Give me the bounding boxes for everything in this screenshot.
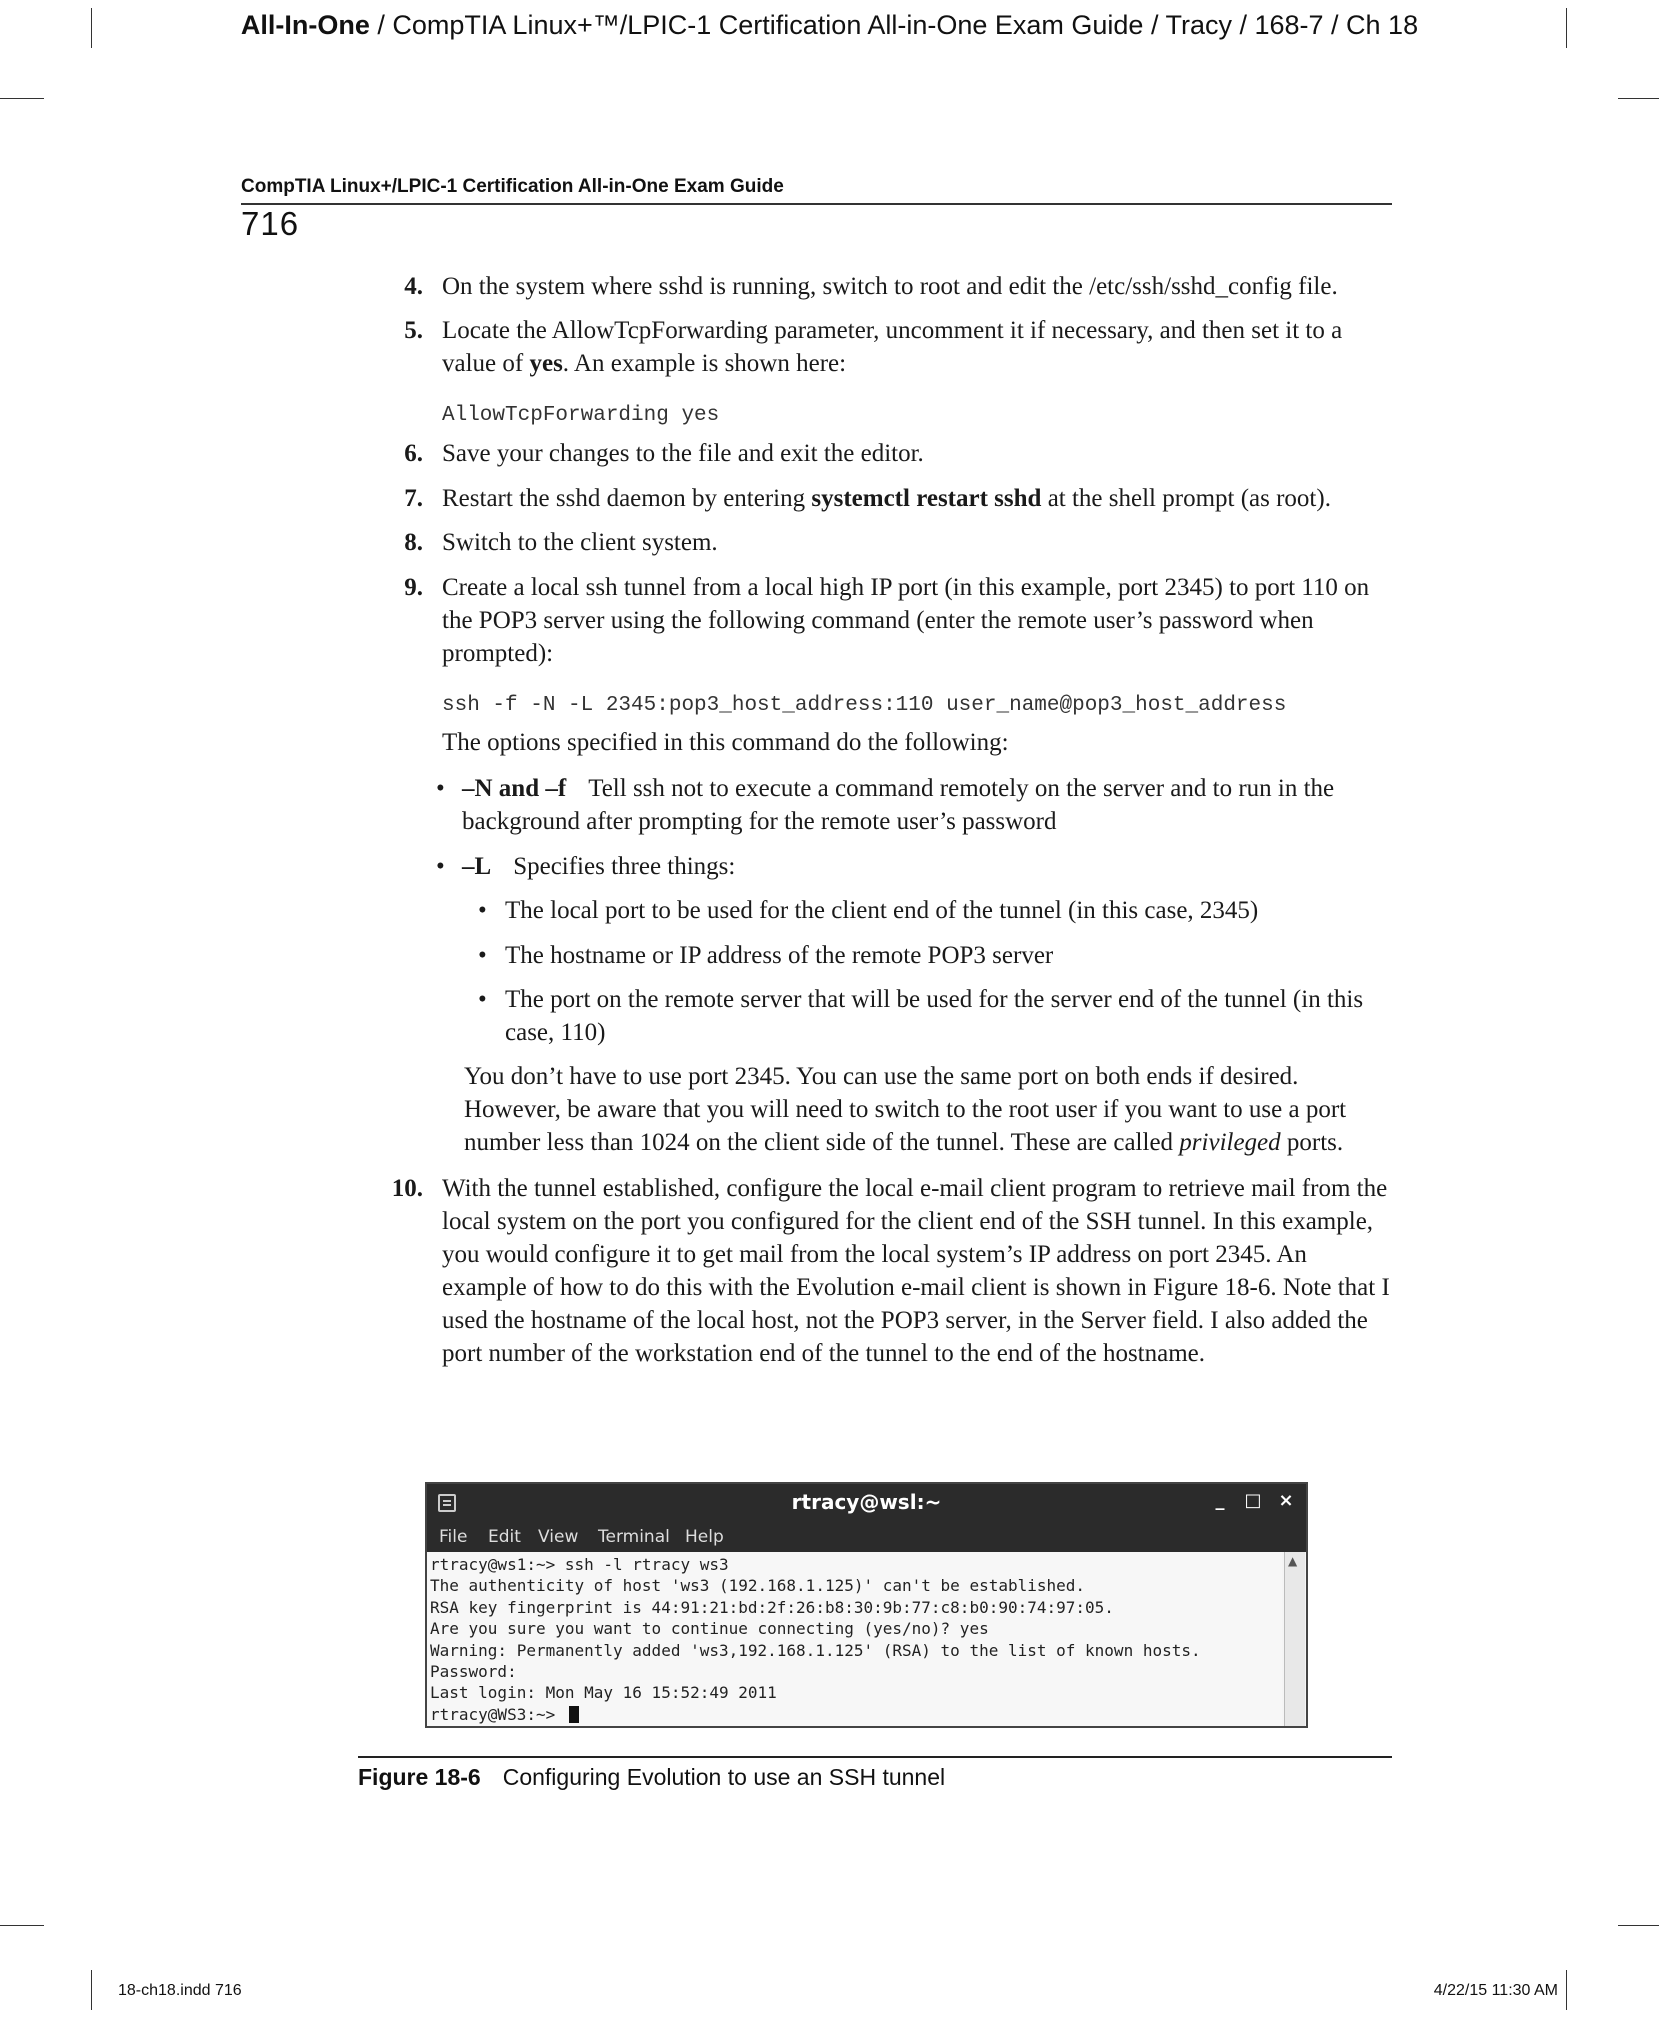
emphasis: yes bbox=[529, 350, 563, 377]
terminal-line: RSA key fingerprint is 44:91:21:bd:2f:26:b8:30:9b:77:c8:b0:90:74:97:05. bbox=[430, 1597, 1114, 1617]
terminal-title: rtracy@wsl:~ bbox=[791, 1490, 942, 1514]
step-text: Restart the sshd daemon by entering systemctl restart sshd at the shell prompt (as root). bbox=[442, 485, 1331, 512]
terminal-line: Warning: Permanently added 'ws3,192.168.1.125' (RSA) to the list of known hosts. bbox=[430, 1640, 1201, 1660]
command-emphasis: systemctl restart sshd bbox=[811, 485, 1042, 512]
step-number: 8. bbox=[404, 529, 423, 556]
step-number: 4. bbox=[404, 273, 423, 300]
crop-mark bbox=[1618, 1925, 1659, 1926]
figure-caption-text: Configuring Evolution to use an SSH tunnel bbox=[502, 1764, 946, 1790]
crop-mark bbox=[0, 98, 44, 99]
step-text: Create a local ssh tunnel from a local high IP port (in this example, port 2345) to port 110 on the POP3 server using the following command (enter the remote user’s password when prompted): bbox=[442, 574, 1370, 667]
close-icon[interactable]: × bbox=[1278, 1490, 1294, 1511]
figure-label: Figure 18-6 bbox=[358, 1764, 481, 1790]
menu-view[interactable]: View bbox=[538, 1527, 579, 1547]
cursor bbox=[569, 1706, 579, 1723]
bullet-icon: • bbox=[478, 942, 487, 969]
menu-edit[interactable]: Edit bbox=[488, 1527, 521, 1547]
note-paragraph: You don’t have to use port 2345. You can use the same port on both ends if desired. However, be aware that you will need to switch to the root user if you want to use a port number less than 1024 on the client side of the tunnel. These are called privileged ports. bbox=[464, 1063, 1347, 1156]
menu-terminal[interactable]: Terminal bbox=[598, 1527, 670, 1547]
crop-mark bbox=[0, 1925, 44, 1926]
terminal-screen[interactable] bbox=[427, 1552, 1282, 1726]
step-text: On the system where sshd is running, switch to root and edit the /etc/ssh/sshd_config file. bbox=[442, 273, 1338, 300]
bullet-icon: • bbox=[478, 897, 487, 924]
bullet-icon: • bbox=[478, 986, 487, 1013]
page-number: 716 bbox=[241, 205, 300, 242]
step-number: 7. bbox=[404, 485, 423, 512]
step-number: 5. bbox=[404, 317, 423, 344]
sub-bullet-text: The port on the remote server that will be used for the server end of the tunnel (in this case, 110) bbox=[505, 986, 1364, 1046]
code-block: ssh -f -N -L 2345:pop3_host_address:110 user_name@pop3_host_address bbox=[442, 694, 1287, 717]
crop-mark bbox=[1566, 1970, 1567, 2010]
options-intro: The options specified in this command do the following: bbox=[442, 729, 1009, 756]
slug-details: / CompTIA Linux+™/LPIC-1 Certification All-in-One Exam Guide / Tracy / 168-7 / Ch 18 bbox=[369, 10, 1419, 40]
sub-bullet-text: The hostname or IP address of the remote POP3 server bbox=[505, 942, 1054, 969]
bullet-icon: • bbox=[436, 853, 445, 880]
option-text: Specifies three things: bbox=[513, 853, 736, 880]
crop-mark bbox=[1618, 98, 1659, 99]
menu-file[interactable]: File bbox=[439, 1527, 468, 1547]
slug-line bbox=[0, 10, 1659, 41]
minimize-icon[interactable]: _ bbox=[1215, 1490, 1225, 1511]
bullet-icon: • bbox=[436, 775, 445, 802]
option-term: –L bbox=[462, 853, 492, 880]
head-rule bbox=[241, 203, 1392, 205]
step-text: Locate the AllowTcpForwarding parameter, uncomment it if necessary, and then set it to a value of yes. An example is shown here: bbox=[442, 317, 1343, 377]
slug-series: All-In-One bbox=[240, 10, 370, 40]
running-head: CompTIA Linux+/LPIC-1 Certification All-in-One Exam Guide bbox=[241, 176, 784, 197]
maximize-icon[interactable]: □ bbox=[1244, 1490, 1262, 1511]
terminal-scrollbar[interactable] bbox=[1284, 1552, 1305, 1726]
terminal-line: The authenticity of host 'ws3 (192.168.1.125)' can't be established. bbox=[430, 1576, 1086, 1596]
step-text: Save your changes to the file and exit the editor. bbox=[442, 440, 924, 467]
terminal-line: Password: bbox=[430, 1662, 517, 1682]
terminal-titlebar[interactable] bbox=[427, 1484, 1306, 1524]
terminal-line: Are you sure you want to continue connecting (yes/no)? yes bbox=[430, 1619, 989, 1639]
terminal-menubar bbox=[427, 1524, 1306, 1552]
code-block: AllowTcpForwarding yes bbox=[442, 404, 720, 427]
scroll-up-icon[interactable]: ▲ bbox=[1288, 1554, 1298, 1568]
terminal-line: rtracy@ws1:~> ssh -l rtracy ws3 bbox=[430, 1555, 729, 1574]
option-text: Tell ssh not to execute a command remotely on the server and to run in the background after prompting for the remote user’s password bbox=[462, 775, 1335, 835]
footer-timestamp: 4/22/15 11:30 AM bbox=[1433, 1982, 1558, 1999]
step-number: 10. bbox=[391, 1175, 423, 1202]
terminal-prompt: rtracy@WS3:~> bbox=[430, 1704, 565, 1724]
step-number: 9. bbox=[404, 574, 423, 601]
step-number: 6. bbox=[404, 440, 423, 467]
option-term: –N and –f bbox=[462, 775, 567, 802]
menu-help[interactable]: Help bbox=[685, 1527, 724, 1547]
step-text: With the tunnel established, configure the local e-mail client program to retrieve mail from the local system on the port you configured for the client end of the SSH tunnel. In this example, you would configure it to get mail from the local system’s IP address on port 2345. An example of how to do this with the Evolution e-mail client is shown in Figure 18-6. Note that I used the hostname of the local host, not the POP3 server, in the Server field. I also added the port number of the workstation end of the tunnel to the end of the hostname. bbox=[442, 1175, 1390, 1367]
emphasis: privileged bbox=[1179, 1129, 1281, 1156]
sub-bullet-text: The local port to be used for the client end of the tunnel (in this case, 2345) bbox=[505, 897, 1259, 924]
step-text: Switch to the client system. bbox=[442, 529, 718, 556]
figure-caption bbox=[358, 1764, 945, 1791]
figure-rule bbox=[358, 1756, 1392, 1758]
crop-mark bbox=[91, 1970, 92, 2010]
terminal-prompt-line bbox=[430, 1704, 1201, 1725]
terminal-line: Last login: Mon May 16 15:52:49 2011 bbox=[430, 1683, 777, 1703]
terminal-window bbox=[425, 1482, 1308, 1728]
footer-file: 18-ch18.indd 716 bbox=[118, 1982, 242, 1999]
